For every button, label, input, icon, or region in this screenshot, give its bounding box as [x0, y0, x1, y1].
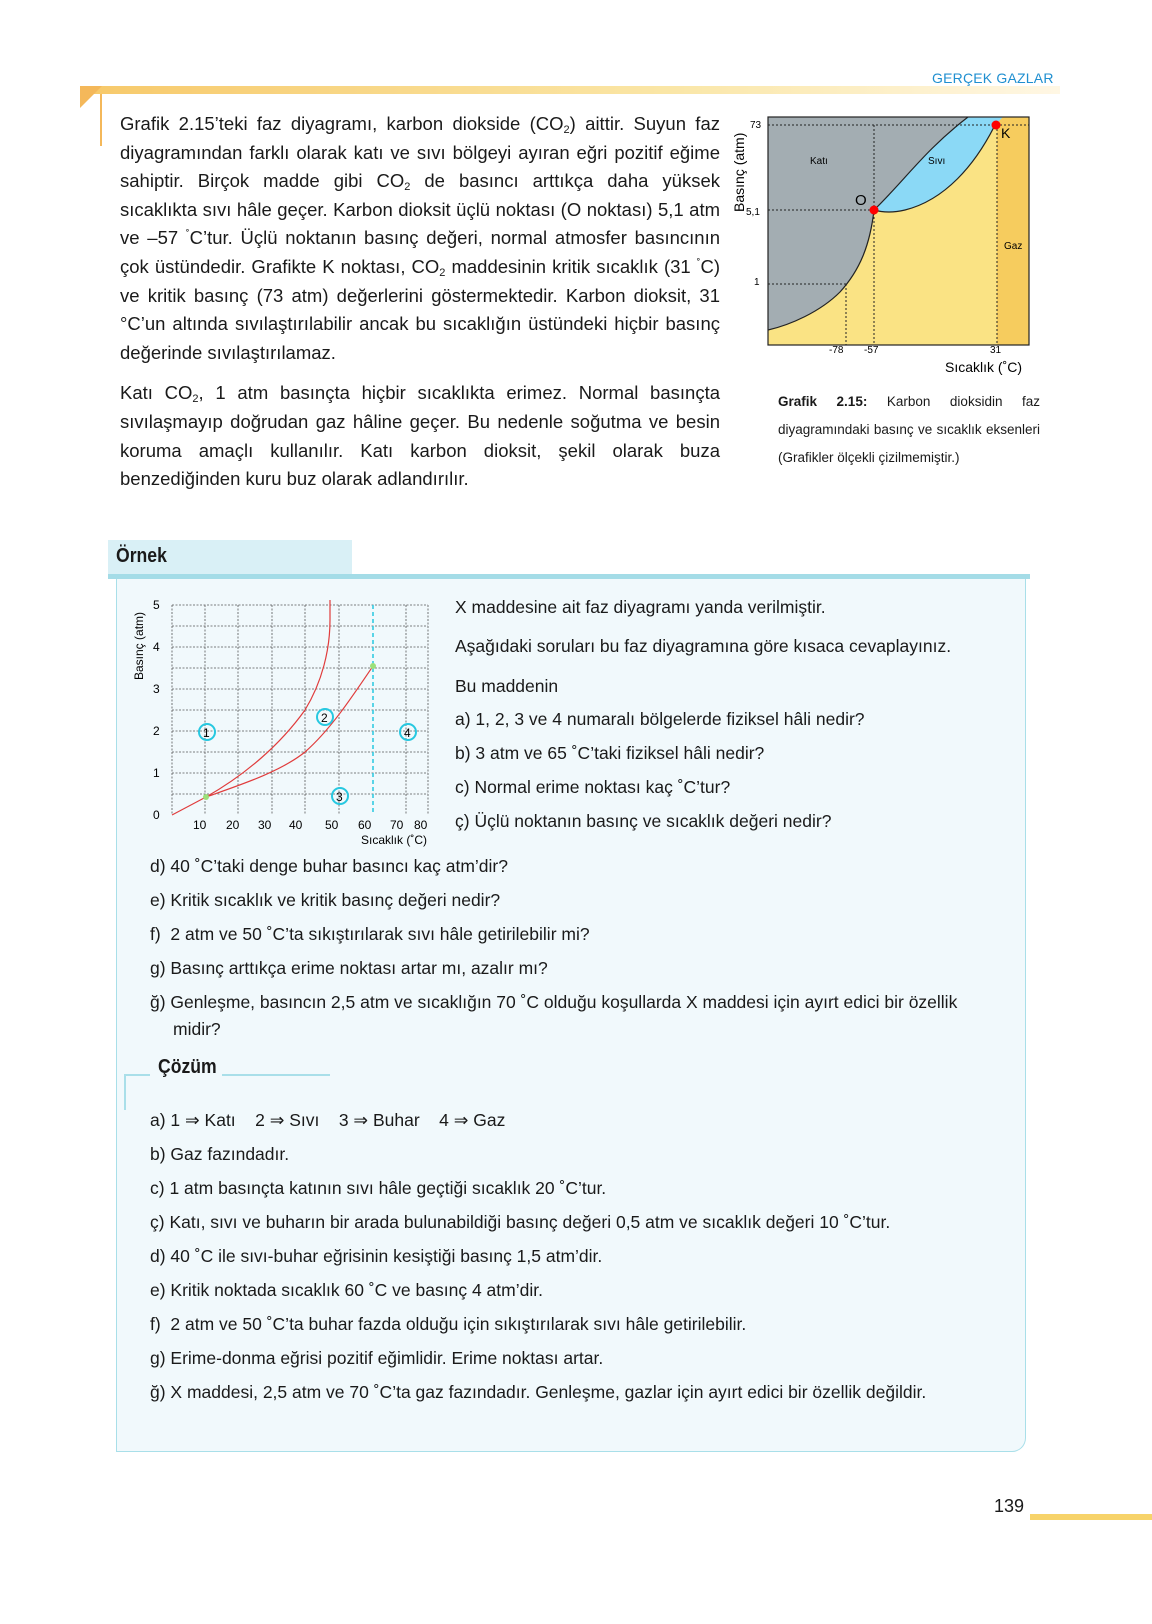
svg-text:1: 1 [754, 277, 760, 288]
svg-text:4: 4 [153, 640, 160, 654]
header-rule [80, 86, 1060, 94]
question-c-cedilla: ç) Üçlü noktanın basınç ve sıcaklık değeri nedir? [455, 811, 832, 831]
svg-text:1: 1 [153, 766, 160, 780]
critical-point-k [992, 121, 1001, 130]
answer-b: b) Gaz fazındadır. [150, 1144, 290, 1164]
triple-point [203, 794, 209, 800]
x-phase-diagram [128, 592, 448, 852]
svg-text:O: O [855, 192, 867, 209]
svg-text:Sıcaklık (˚C): Sıcaklık (˚C) [945, 359, 1022, 375]
svg-text:Gaz: Gaz [1004, 241, 1023, 252]
svg-text:40: 40 [289, 818, 303, 832]
question-g-breve-cont: midir? [173, 1019, 221, 1039]
example-title: Örnek [116, 545, 167, 567]
answer-d: d) 40 ˚C ile sıvı-buhar eğrisinin kesiştiği basınç 1,5 atm’dir. [150, 1246, 603, 1266]
example-intro-3: Bu maddenin [455, 676, 559, 696]
solution-rule-right [222, 1074, 330, 1076]
svg-text:-57: -57 [864, 345, 879, 356]
triple-point-o [870, 206, 879, 215]
question-d: d) 40 ˚C’taki denge buhar basıncı kaç atm’dir? [150, 856, 508, 876]
question-g-breve: ğ) Genleşme, basıncın 2,5 atm ve sıcaklığın 70 ˚C olduğu koşullarda X maddesi için ayırt edici bir özellik [150, 992, 958, 1012]
example-intro-2: Aşağıdaki soruları bu faz diyagramına göre kısaca cevaplayınız. [455, 636, 952, 656]
question-g: g) Basınç arttıkça erime noktası artar mı, azalır mı? [150, 958, 548, 978]
svg-text:Sıvı: Sıvı [928, 156, 946, 167]
svg-text:Basınç (atm): Basınç (atm) [132, 611, 146, 680]
svg-text:60: 60 [358, 818, 372, 832]
svg-text:31: 31 [990, 345, 1002, 356]
question-c: c) Normal erime noktası kaç ˚C’tur? [455, 777, 731, 797]
svg-text:1: 1 [203, 726, 210, 740]
answer-a: a) 1 ⇒ Katı 2 ⇒ Sıvı 3 ⇒ Buhar 4 ⇒ Gaz [150, 1110, 506, 1130]
svg-text:3: 3 [153, 682, 160, 696]
question-e: e) Kritik sıcaklık ve kritik basınç değeri nedir? [150, 890, 501, 910]
svg-text:0: 0 [153, 808, 160, 822]
critical-point [370, 663, 376, 669]
svg-text:5: 5 [153, 598, 160, 612]
answer-g-breve: ğ) X maddesi, 2,5 atm ve 70 ˚C’ta gaz fazındadır. Genleşme, gazlar için ayırt edici bir özellik değildir. [150, 1382, 927, 1402]
intro-paragraph-1: Grafik 2.15’teki faz diyagramı, karbon diokside $(CO_2)$ aittir. Suyun faz diyagramından farklı olarak katı ve sıvı bölgeyi ayıran eğri pozitif eğime sahiptir. Birçok madde gibi $CO_2$ de basıncı arttıkça daha yüksek sıcaklıkta sıvı hâle geçer. Karbon dioksit üçlü noktası (O noktası) 5,1 atm ve –57 ˚C’tur. Üçlü noktanın basınç değeri, normal atmosfer basıncının çok üstündedir. Grafikte K noktası, $CO_2$ maddesinin kritik sıcaklık (31 ˚C) ve kritik basınç (73 atm) değerlerini göstermektedir. Karbon dioksit, 31 °C’un altında sıvılaştırılabilir ancak bu sıcaklığın üstündeki hiçbir basınç değerinde sıvılaştırılamaz. [120, 113, 721, 363]
svg-text:73: 73 [750, 120, 762, 131]
question-f: f) 2 atm ve 50 ˚C’ta sıkıştırılarak sıvı hâle getirilebilir mi? [150, 924, 590, 944]
svg-text:70: 70 [390, 818, 404, 832]
header-corner-decoration [80, 86, 102, 108]
answer-g: g) Erime-donma eğrisi pozitif eğimlidir. Erime noktası artar. [150, 1348, 604, 1368]
svg-text:80: 80 [414, 818, 428, 832]
svg-text:10: 10 [193, 818, 207, 832]
svg-text:50: 50 [325, 818, 339, 832]
intro-paragraph-2: Katı $CO_2$, 1 atm basınçta hiçbir sıcaklıkta erimez. Normal basınçta sıvılaşmayıp doğrudan gaz hâline geçer. Bu nedenle soğutma ve besin koruma amaçlı kullanılır. Katı karbon dioksit, şekil olarak buza benzediğinden kuru buz olarak adlandırılır. [120, 382, 720, 490]
solution-rule-left [124, 1074, 150, 1076]
svg-text:Sıcaklık (˚C): Sıcaklık (˚C) [361, 833, 427, 847]
svg-text:20: 20 [226, 818, 240, 832]
svg-text:2: 2 [321, 711, 328, 725]
question-a: a) 1, 2, 3 ve 4 numaralı bölgelerde fiziksel hâli nedir? [455, 709, 865, 729]
page-number: 139 [994, 1496, 1025, 1516]
page-number-bar [1030, 1514, 1152, 1520]
example-intro-1: X maddesine ait faz diyagramı yanda verilmiştir. [455, 597, 826, 617]
svg-text:K: K [1001, 125, 1011, 141]
co2-phase-diagram [725, 108, 1045, 383]
svg-text:2: 2 [153, 724, 160, 738]
section-title: GERÇEK GAZLAR [932, 70, 1054, 86]
svg-text:5,1: 5,1 [746, 207, 760, 218]
solution-rule-vertical [124, 1074, 126, 1110]
svg-text:3: 3 [336, 790, 343, 804]
svg-text:Basınç (atm): Basınç (atm) [731, 132, 747, 212]
answer-f: f) 2 atm ve 50 ˚C’ta buhar fazda olduğu için sıkıştırılarak sıvı hâle getirilebilir. [150, 1314, 747, 1334]
svg-text:30: 30 [258, 818, 272, 832]
intro-text [120, 110, 720, 506]
solution-title: Çözüm [158, 1056, 217, 1078]
answer-e: e) Kritik noktada sıcaklık 60 ˚C ve basınç 4 atm’dir. [150, 1280, 543, 1300]
answer-c-cedilla: ç) Katı, sıvı ve buharın bir arada bulunabildiği basınç değeri 0,5 atm ve sıcaklık değeri 10 ˚C’tur. [150, 1212, 891, 1232]
question-b: b) 3 atm ve 65 ˚C’taki fiziksel hâli nedir? [455, 743, 765, 763]
svg-text:4: 4 [404, 726, 411, 740]
answer-c: c) 1 atm basınçta katının sıvı hâle geçtiği sıcaklık 20 ˚C’tur. [150, 1178, 607, 1198]
figure-caption: Grafik 2.15: Karbon dioksidin faz diyagramındaki basınç ve sıcaklık eksenleri (Grafikler ölçekli çizilmemiştir.) [778, 394, 1040, 465]
svg-text:-78: -78 [829, 345, 844, 356]
svg-text:Katı: Katı [810, 156, 828, 167]
left-rule-decoration [100, 94, 102, 146]
